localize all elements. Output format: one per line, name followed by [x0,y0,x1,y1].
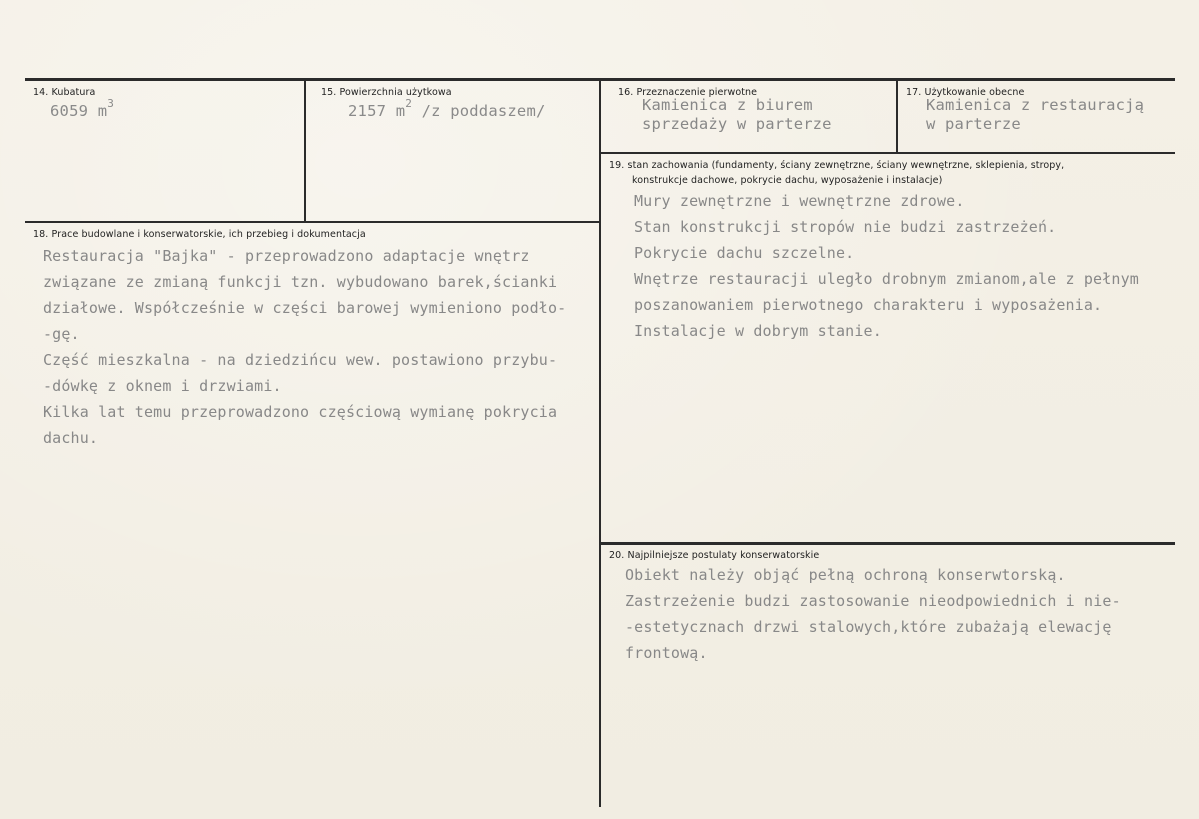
kubatura-unit: m [97,102,108,121]
divider-14-15 [304,80,306,223]
kubatura-value: 6059 [50,102,89,121]
kubatura-unit-exponent: 3 [107,97,115,110]
rule-20-top [599,542,1175,545]
field-18-text [43,243,566,451]
text-line: -estetycznach drzwi stalowych,które zubażają elewację [625,618,1112,636]
field-15-value [348,97,546,121]
text-line: Część mieszkalna - na dziedzińcu wew. postawiono przybu- [43,351,558,369]
field-17-label: 17. Użytkowanie obecne [906,87,1025,98]
text-line: w parterze [926,115,1021,133]
area-value: 2157 [348,102,387,121]
text-line: Restauracja "Bajka" - przeprowadzono adaptacje wnętrz [43,247,530,265]
text-line: -dówkę z oknem i drzwiami. [43,377,282,395]
area-note: /z poddaszem/ [421,102,546,121]
field-16-text [642,96,832,134]
text-line: poszanowaniem pierwotnego charakteru i wyposażenia. [634,296,1103,314]
rule-18-top [25,221,601,223]
text-line: działowe. Współcześnie w części barowej wymieniono podło- [43,299,567,317]
text-line: Obiekt należy objąć pełną ochroną konserwtorską. [625,566,1066,584]
field-19-label-line2: konstrukcje dachowe, pokrycie dachu, wyposażenie i instalacje) [632,175,943,186]
text-line: Zastrzeżenie budzi zastosowanie nieodpowiednich i nie- [625,592,1121,610]
field-19-text [634,188,1139,344]
text-line: Wnętrze restauracji uległo drobnym zmianom,ale z pełnym [634,270,1139,288]
field-19-label-line1: 19. stan zachowania (fundamenty, ściany zewnętrzne, ściany wewnętrzne, sklepienia, stropy, [609,160,1065,171]
field-14-value [50,97,115,121]
text-line: Kilka lat temu przeprowadzono częściową wymianę pokrycia [43,403,558,421]
field-15-label: 15. Powierzchnia użytkowa [321,87,452,98]
field-18-label: 18. Prace budowlane i konserwatorskie, ich przebieg i dokumentacja [33,229,366,240]
text-line: Kamienica z biurem [642,96,813,114]
field-17-text [926,96,1144,134]
text-line: dachu. [43,429,99,447]
text-line: frontową. [625,644,708,662]
rule-16-17-bottom [599,152,1175,154]
area-unit-exponent: 2 [405,97,413,110]
text-line: -gę. [43,325,80,343]
text-line: Mury zewnętrzne i wewnętrzne zdrowe. [634,192,965,210]
field-16-label: 16. Przeznaczenie pierwotne [618,87,758,98]
divider-15-16 [599,80,601,807]
text-line: Stan konstrukcji stropów nie budzi zastrzeżeń. [634,218,1057,236]
text-line: Kamienica z restauracją [926,96,1145,114]
field-14-label: 14. Kubatura [33,87,96,98]
text-line: związane ze zmianą funkcji tzn. wybudowano barek,ścianki [43,273,558,291]
text-line: Instalacje w dobrym stanie. [634,322,882,340]
area-unit: m [395,102,406,121]
text-line: sprzedaży w parterze [642,115,832,133]
field-20-label: 20. Najpilniejsze postulaty konserwatorskie [609,550,820,561]
divider-16-17 [896,80,898,153]
field-20-text [625,562,1121,666]
text-line: Pokrycie dachu szczelne. [634,244,855,262]
